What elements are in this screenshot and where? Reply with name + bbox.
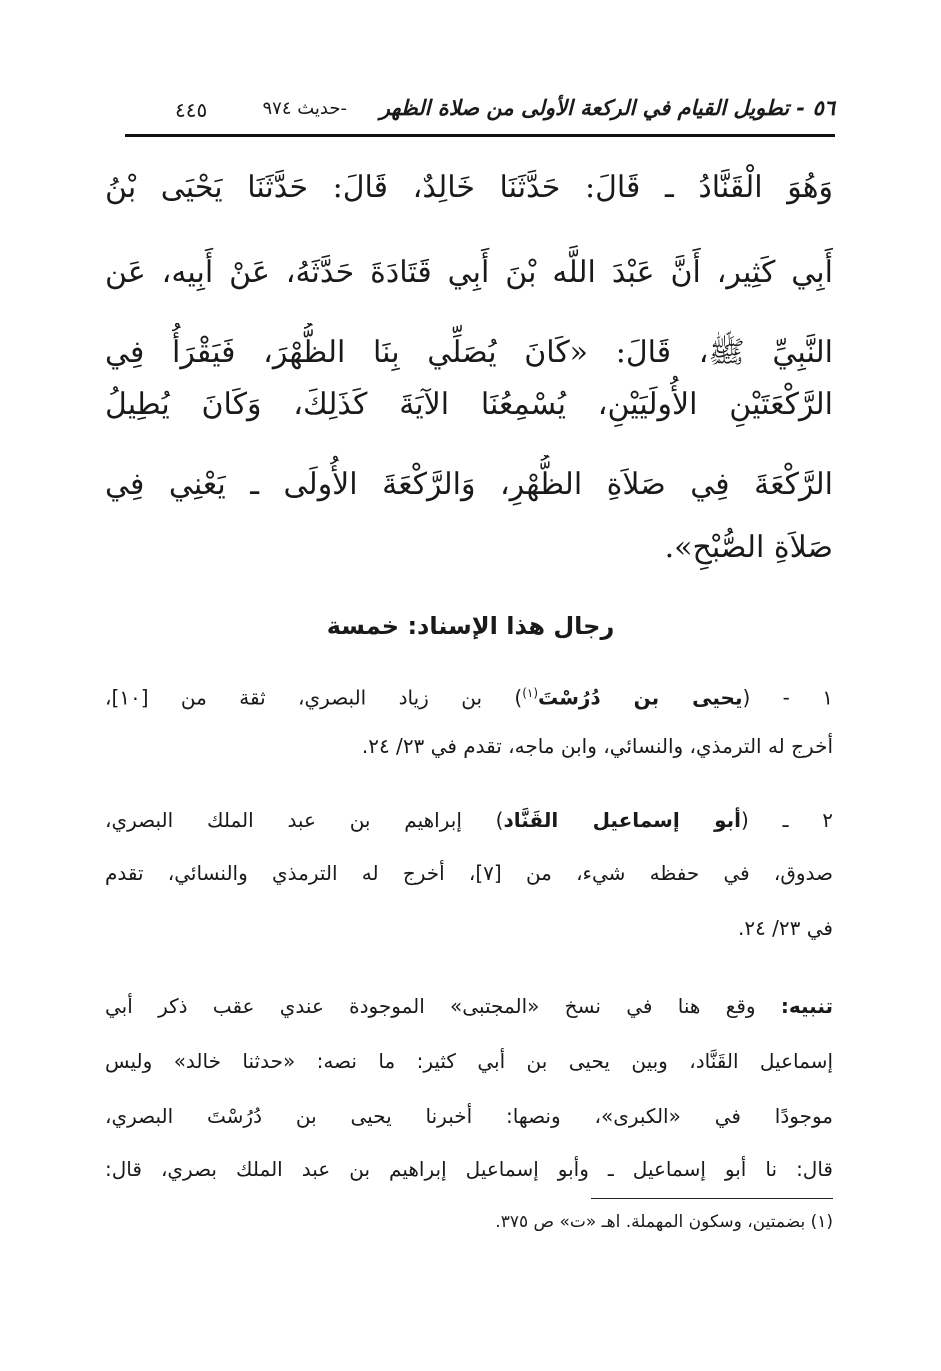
narrator-2-line-2: صدوق، في حفظه شيء، من [٧]، أخرج له الترمذي والنسائي، تقدم bbox=[105, 861, 833, 885]
narrator-2-number: ٢ ـ ( bbox=[741, 808, 833, 832]
narrator-1-line-2: أخرج له الترمذي، والنسائي، وابن ماجه، تقدم في ٢٣/ ٢٤. bbox=[361, 734, 833, 758]
narrator-1-line-1 bbox=[105, 670, 833, 716]
hadith-text-line: أَبِي كَثِير، أَنَّ عَبْدَ اللَّه بْنَ أَبِي قَتَادَةَ حَدَّثَهُ، عَنْ أَبِيه، عَن bbox=[105, 255, 833, 290]
hadith-text-line: صَلاَةِ الصُّبْحِ». bbox=[664, 530, 833, 565]
hadith-text-line: الرَّكْعَةَ فِي صَلاَةِ الظُّهْرِ، وَالرَّكْعَةَ الأُولَى ـ يَعْنِي فِي bbox=[105, 467, 833, 502]
footnote: (١) بضمتين، وسكون المهملة. اهـ «ت» ص ٣٧٥. bbox=[495, 1212, 833, 1232]
note-text: وقع هنا في نسخ «المجتبى» الموجودة عندي عقب ذكر أبي bbox=[105, 994, 756, 1018]
section-title: رجال هذا الإسناد: خمسة bbox=[326, 612, 615, 640]
narrator-1-name: يحيى بن دُرُسْتَ bbox=[538, 685, 743, 710]
hadith-text-line: الرَّكْعَتَيْنِ الأُولَيَيْنِ، يُسْمِعُنَا الآيَةَ كَذَلِكَ، وَكَانَ يُطِيلُ bbox=[105, 387, 833, 422]
note-line-1 bbox=[105, 983, 833, 1029]
narrator-2-name: أبو إسماعيل القَنَّاد bbox=[503, 808, 741, 832]
narrator-2-line-1 bbox=[105, 797, 833, 843]
narrator-1-details: ) بن زياد البصري، ثقة من [١٠]، bbox=[105, 685, 523, 710]
note-label: تنبيه: bbox=[780, 994, 833, 1018]
footnote-rule bbox=[591, 1198, 833, 1199]
note-line-4: قال: نا أبو إسماعيل ـ وأبو إسماعيل إبراهيم بن عبد الملك بصري، قال: bbox=[105, 1157, 833, 1181]
narrator-2-line-3: في ٢٣/ ٢٤. bbox=[737, 916, 833, 940]
note-line-3: موجودًا في «الكبرى»، ونصها: أخبرنا يحيى بن دُرُسْتَ البصري، bbox=[105, 1104, 833, 1128]
page-number: ٤٤٥ bbox=[175, 98, 208, 122]
narrator-1-number: ١ - ( bbox=[742, 685, 833, 710]
header-rule bbox=[125, 134, 835, 137]
hadith-number: -حديث ٩٧٤ bbox=[262, 98, 347, 119]
hadith-text-line: وَهُوَ الْقَنَّادُ ـ قَالَ: حَدَّثَنَا خَالِدٌ، قَالَ: حَدَّثَنَا يَحْيَى بْنُ bbox=[105, 170, 833, 205]
chapter-title: ٥٦ - تطويل القيام في الركعة الأولى من صلاة الظهر bbox=[379, 96, 835, 120]
note-line-2: إسماعيل القَنَّاد، وبين يحيى بن أبي كثير: ما نصه: «حدثنا خالد» وليس bbox=[105, 1049, 833, 1073]
narrator-2-details: ) إبراهيم بن عبد الملك البصري، bbox=[105, 808, 504, 832]
hadith-text-line: النَّبِيِّ ﷺ، قَالَ: «كَانَ يُصَلِّي بِنَا الظُّهْرَ، فَيَقْرَأُ فِي bbox=[105, 335, 833, 370]
page-header bbox=[125, 96, 835, 132]
footnote-ref: (١) bbox=[522, 686, 539, 700]
